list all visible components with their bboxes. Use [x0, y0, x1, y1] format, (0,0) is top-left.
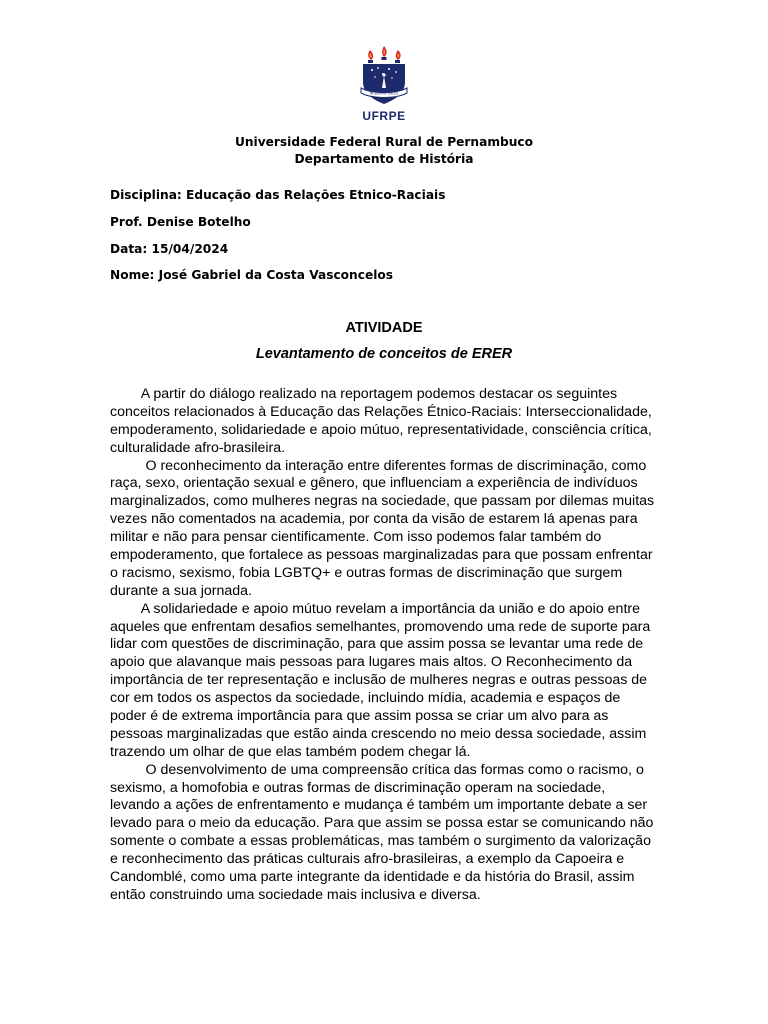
body-line: Candomblé, como uma parte integrante da identidade e da história do Brasil, assim — [110, 869, 635, 886]
document-subtitle: Levantamento de conceitos de ERER — [255, 346, 513, 362]
body-line: levado para o meio da educação. Para que assim se possa estar se comunicando não — [110, 815, 654, 832]
body-line: trazendo um olhar de que elas também podem chegar lá. — [110, 743, 471, 760]
body-line: poder é de extrema importância para que assim possa se criar um alvo para as — [110, 708, 609, 725]
body-line: durante a sua jornada. — [110, 582, 252, 599]
body-line: pessoas marginalizadas que estão ainda crescendo no meio dessa sociedade, assim — [110, 725, 647, 742]
body-line: importância de ter representação e inclusão de mulheres negras e outras pessoas de — [110, 672, 648, 689]
body-line: cor em todos os aspectos da sociedade, incluindo mídia, academia e espaços de — [110, 690, 621, 707]
document-title: ATIVIDADE — [345, 320, 423, 336]
body-line: empoderamento, solidariedade e apoio mútuo, representatividade, consciência crítica, — [110, 421, 652, 438]
body-line: militar e não para pensar cientificamente. Com isso podemos falar também do — [110, 529, 602, 546]
body-line: aqueles que enfrentam desafios semelhantes, promovendo uma rede de suporte para — [110, 618, 651, 635]
body-line: O reconhecimento da interação entre diferentes formas de discriminação, como — [110, 457, 647, 474]
body-line: raça, sexo, orientação sexual e gênero, que influenciam a experiência de indivíduos — [110, 475, 638, 492]
body-line: o racismo, sexismo, fobia LGBTQ+ e outras formas de discriminação que surgem — [110, 564, 623, 581]
body-line: e reconhecimento das práticas culturais afro-brasileiras, a exemplo da Capoeira e — [110, 851, 625, 868]
document-header — [0, 134, 768, 168]
body-line: O desenvolvimento de uma compreensão crítica das formas como o racismo, o — [110, 761, 644, 778]
date-line: Data: 15/04/2024 — [110, 242, 229, 256]
body-line: apoio que alavanque mais pessoas para lugares mais altos. O Reconhecimento da — [110, 654, 633, 671]
body-line: A partir do diálogo realizado na reportagem podemos destacar os seguintes — [110, 386, 618, 402]
discipline-line: Disciplina: Educação das Relações Etnico-Raciais — [110, 188, 446, 202]
ufrpe-crest-icon — [358, 44, 410, 108]
department-name: Departamento de História — [294, 152, 474, 166]
body-line: empoderamento, que fortalece as pessoas marginalizadas para que possam enfrentar — [110, 547, 653, 564]
body-line: conceitos relacionados à Educação das Relações Étnico-Raciais: Interseccionalidade, — [110, 403, 652, 420]
body-line: culturalidade afro-brasileira. — [110, 439, 286, 456]
body-line: levando a ações de enfrentamento e mudança é também um importante debate a ser — [110, 797, 648, 814]
body-line: A solidariedade e apoio mútuo revelam a importância da união e do apoio entre — [110, 600, 641, 617]
body-line: somente o combate a essas problemáticas, mas também o surgimento da valorização — [110, 833, 651, 850]
body-line: lidar com questões de discriminação, para que assim possa se levantar uma rede de — [110, 636, 644, 653]
body-line: então construindo uma sociedade mais inclusiva e diversa. — [110, 886, 481, 903]
svg-text:IN SEMINE SALUS: IN SEMINE SALUS — [369, 91, 399, 96]
document-body — [110, 386, 658, 905]
logo-wordmark: UFRPE — [362, 109, 406, 123]
student-name-line: Nome: José Gabriel da Costa Vasconcelos — [110, 268, 394, 282]
professor-line: Prof. Denise Botelho — [110, 215, 251, 229]
body-line: marginalizados, como mulheres negras na sociedade, que passam por dilemas muitas — [110, 493, 655, 510]
body-line: vezes não comentados na academia, por conta da visão de estarem lá apenas para — [110, 511, 638, 528]
university-name: Universidade Federal Rural de Pernambuco — [234, 135, 534, 149]
body-line: sexismo, a homofobia e outras formas de discriminação operam na sociedade, — [110, 779, 606, 796]
university-logo — [0, 44, 768, 123]
